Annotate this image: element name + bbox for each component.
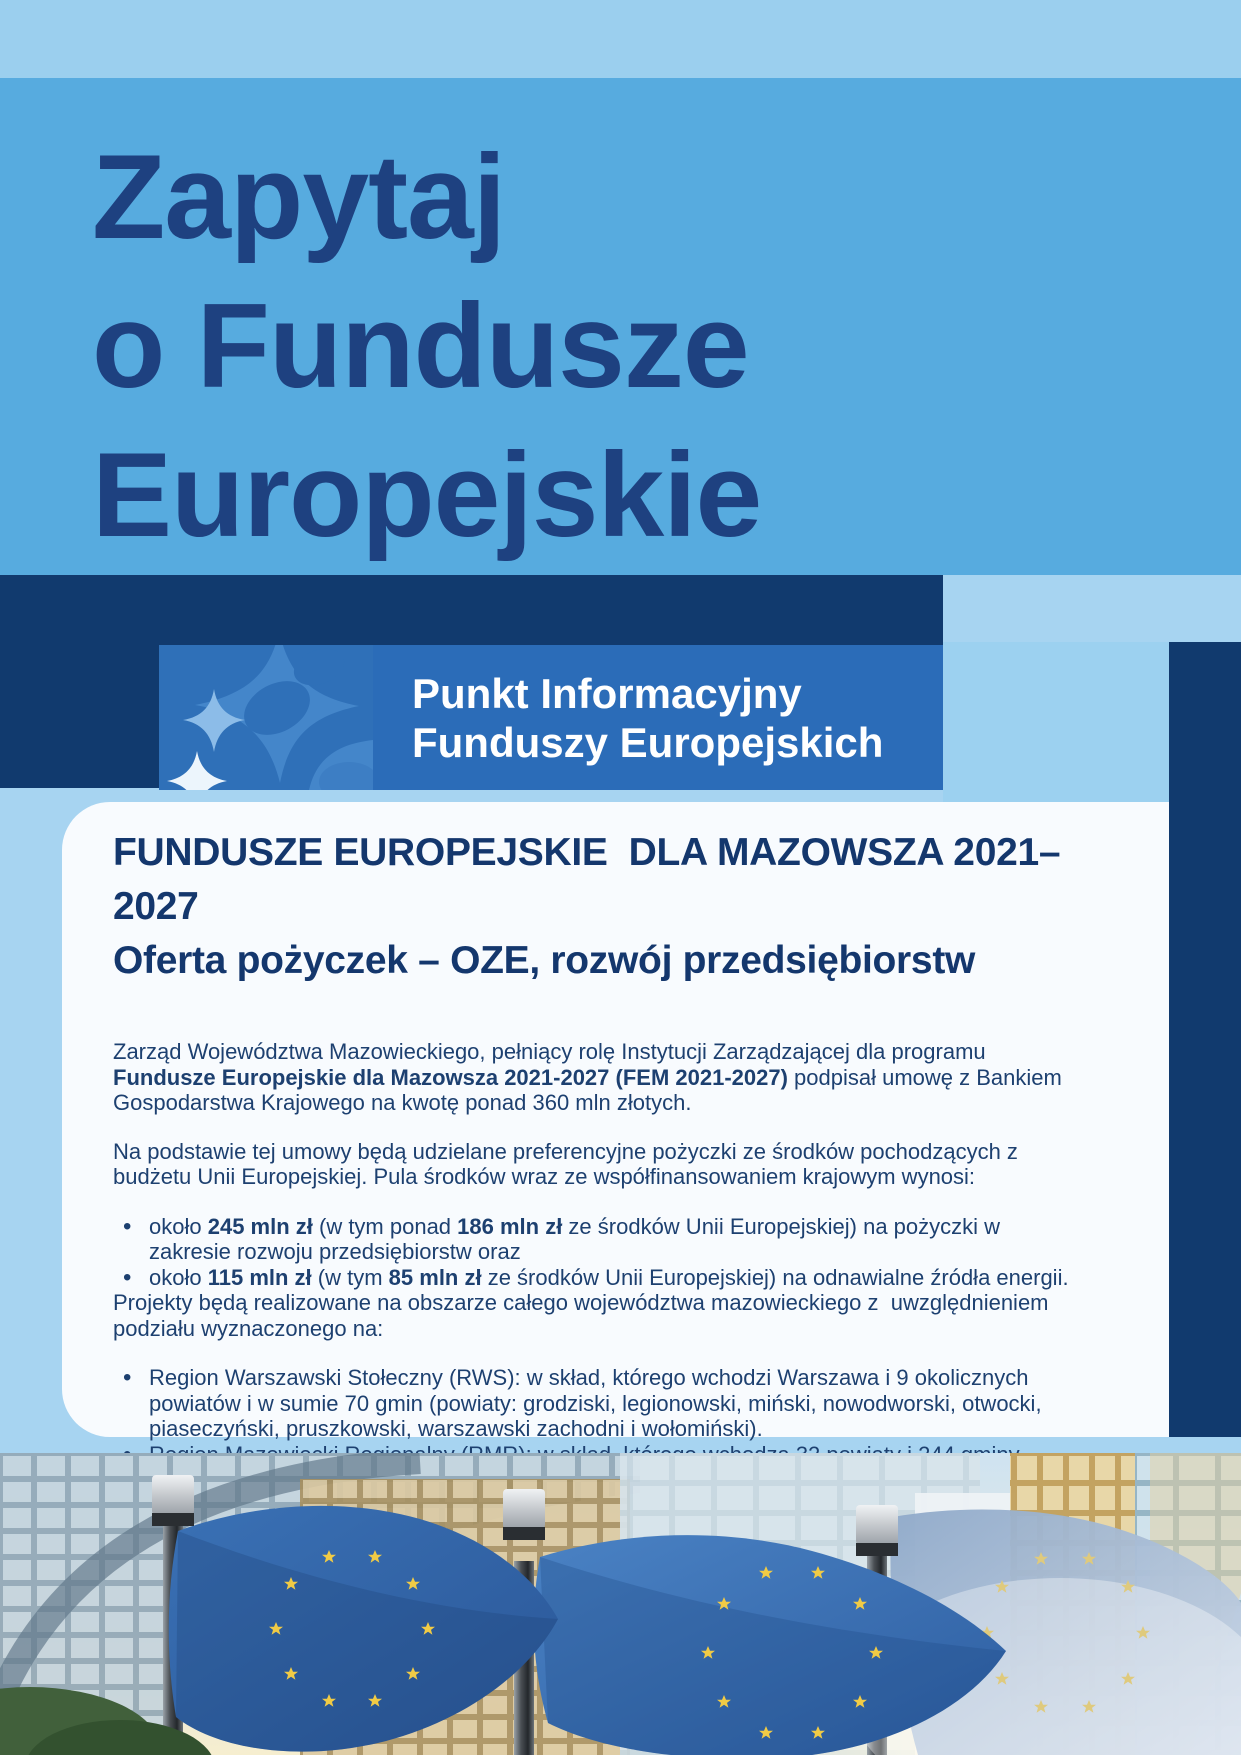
- pife-logo-title-line2: Funduszy Europejskich: [412, 718, 884, 766]
- pife-logo-title-line1: Punkt Informacyjny: [412, 669, 802, 717]
- region-bullet-list: [113, 1365, 1083, 1467]
- page-title: [92, 123, 761, 570]
- content-card: [62, 802, 1169, 1441]
- paragraph-intro: Zarząd Województwa Mazowieckiego, pełniący rolę Instytucji Zarządzającej dla programu Fundusze Europejskie dla Mazowsza 2021-2027 (FEM 2021-2027) podpisał umowę z Bankiem Gospodarstwa Krajowego na kwotę ponad 360 mln złotych.: [113, 1039, 1068, 1115]
- right-navy-stripe: [1169, 642, 1241, 1437]
- list-item: • około 245 mln zł (w tym ponad 186 mln zł ze środków Unii Europejskiej) na pożyczki w zakresie rozwoju przedsiębiorstw oraz: [113, 1214, 1083, 1265]
- card-heading-line1: FUNDUSZE EUROPEJSKIE DLA MAZOWSZA 2021–2027: [113, 831, 1061, 928]
- pife-logo-banner: [159, 645, 943, 790]
- paragraph-regions: Projekty będą realizowane na obszarze całego województwa mazowieckiego z uwzględnieniem podziału wyznaczonego na:: [113, 1290, 1055, 1341]
- eu-flags-photo-art: [0, 1453, 1241, 1755]
- header: [0, 78, 1241, 575]
- funding-bullet-list: [113, 1214, 1083, 1291]
- list-item: • Region Warszawski Stołeczny (RWS): w skład, którego wchodzi Warszawa i 9 okolicznych powiatów i w sumie 70 gmin (powiaty: grodziski, legionowski, miński, nowodworski, otwocki, piaseczyński, pruszkowski, warszawski zachodni i wołomiński).: [113, 1365, 1083, 1442]
- page-title-line2: o Fundusze: [92, 279, 749, 413]
- card-heading-line2: Oferta pożyczek – OZE, rozwój przedsiębiorstw: [113, 939, 976, 982]
- page-title-line1: Zapytaj: [92, 130, 506, 264]
- eu-funds-logo-icon: [159, 645, 373, 790]
- eu-flags-photo: [0, 1453, 1241, 1755]
- card-body: [113, 1039, 1083, 1467]
- top-strip: [0, 0, 1241, 78]
- page-title-line3: Europejskie: [92, 428, 762, 562]
- list-item: • około 115 mln zł (w tym 85 mln zł ze środków Unii Europejskiej) na odnawialne źródła energii.: [113, 1265, 1083, 1291]
- right-accent-panel: [943, 642, 1169, 802]
- pife-logo-title: [412, 669, 883, 767]
- paragraph-pool: Na podstawie tej umowy będą udzielane preferencyjne pożyczki ze środków pochodzących z budżetu Unii Europejskiej. Pula środków wraz ze współfinansowaniem krajowym wynosi:: [113, 1138, 1025, 1189]
- card-heading: [113, 826, 1129, 988]
